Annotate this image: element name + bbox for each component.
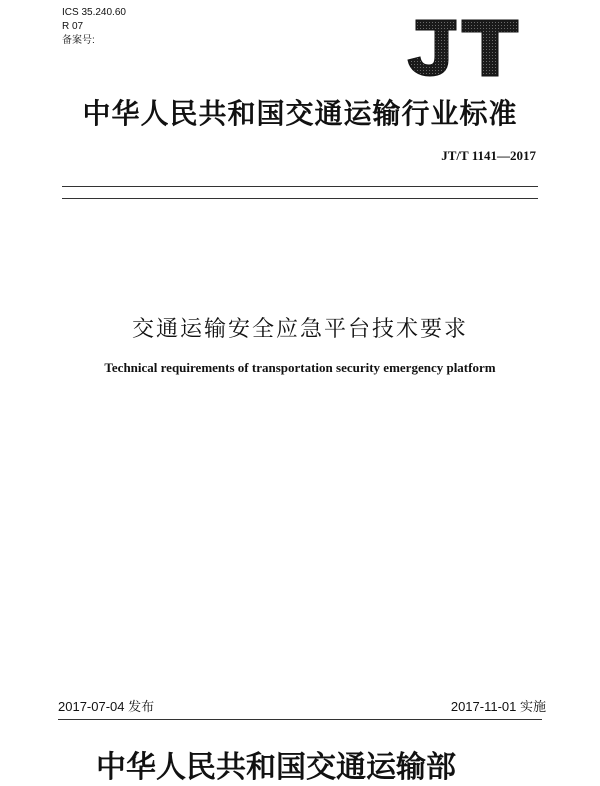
logo-text: JT [402, 16, 403, 17]
ics-code: ICS 35.240.60 [62, 7, 126, 18]
document-title-chinese: 交通运输安全应急平台技术要求 [131, 317, 468, 342]
jt-logo [402, 16, 520, 78]
header-rule-top [62, 186, 538, 187]
classification-code: R 07 [62, 21, 84, 32]
header-rule-bottom [62, 198, 538, 199]
standard-number: JT/T 1141—2017 [441, 148, 536, 163]
logo-letter-j [408, 20, 456, 76]
implementation-date: 2017-11-01 实施 [450, 699, 546, 714]
footer-rule [58, 719, 542, 720]
publisher-name: 中华人民共和国交通运输部 [96, 750, 456, 785]
metadata-block [62, 6, 126, 48]
logo-letter-t [462, 20, 518, 76]
filing-number: 备案号: [62, 35, 95, 46]
issue-date: 2017-07-04 发布 [58, 699, 155, 714]
document-title-english: Technical requirements of transportation security emergency platform [104, 360, 496, 375]
standard-category-title: 中华人民共和国交通运输行业标准 [82, 97, 518, 130]
